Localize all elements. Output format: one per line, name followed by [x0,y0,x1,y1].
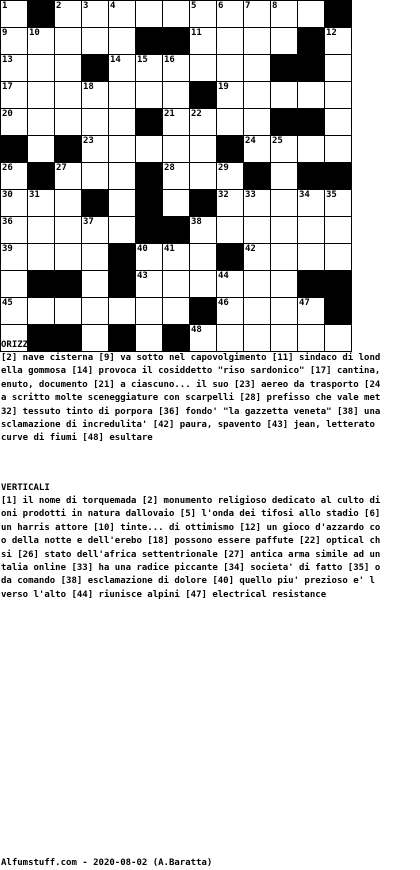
across-clue-list [1,352,419,446]
grid-cell[interactable] [1,55,28,82]
clue-number: 46 [218,298,229,308]
grid-cell[interactable] [55,298,82,325]
clue-number: 45 [2,298,13,308]
grid-cell[interactable] [190,1,217,28]
grid-cell[interactable] [190,244,217,271]
grid-cell[interactable] [244,55,271,82]
clue-number: 42 [245,244,256,254]
grid-cell[interactable] [136,298,163,325]
grid-cell[interactable] [298,217,325,244]
black-cell [298,271,325,298]
down-clues [1,482,419,602]
black-cell [1,136,28,163]
black-cell [136,109,163,136]
clue-number: 25 [272,136,283,146]
down-clue-line: verso l'alto [44] riunisce alpini [47] electrical resistance [1,589,327,600]
black-cell [82,55,109,82]
grid-cell[interactable] [82,136,109,163]
across-clue-line: [2] nave cisterna [9] va sotto nel capovolgimento [11] sindaco di lond [1,353,381,363]
across-clue-line: ella gommosa [14] provoca il cosiddetto "riso sardonico" [17] cantina, [1,366,381,377]
grid-cell[interactable] [190,217,217,244]
grid-cell[interactable] [55,55,82,82]
grid-cell[interactable] [217,190,244,217]
grid-cell[interactable] [190,271,217,298]
clue-number: 23 [83,136,94,146]
grid-cell[interactable] [271,244,298,271]
clue-number: 1 [2,1,8,11]
clue-number: 36 [2,217,13,227]
grid-cell[interactable] [1,190,28,217]
grid-cell[interactable] [244,82,271,109]
grid-cell[interactable] [298,298,325,325]
grid-cell[interactable] [190,136,217,163]
grid-cell[interactable] [55,217,82,244]
clue-number: 41 [164,244,175,254]
clue-number: 15 [137,55,148,65]
black-cell [271,55,298,82]
clue-number: 30 [2,190,13,200]
grid-cell[interactable] [136,136,163,163]
clue-number: 28 [164,163,175,173]
grid-cell[interactable] [244,28,271,55]
clue-number: 11 [191,28,202,38]
grid-cell[interactable] [244,1,271,28]
clue-number: 31 [29,190,40,200]
grid-cell[interactable] [163,163,190,190]
grid-cell[interactable] [244,217,271,244]
across-heading: ORIZZONTALI [1,340,61,350]
grid-cell[interactable] [163,298,190,325]
clue-number: 13 [2,55,13,65]
down-clue-line: si [26] stato dell'africa settentrionale [27] antica arma simile ad un [1,549,381,560]
grid-cell[interactable] [217,28,244,55]
clue-number: 10 [29,28,40,38]
clue-number: 32 [218,190,229,200]
grid-cell[interactable] [325,244,352,271]
black-cell [325,298,352,325]
grid-cell[interactable] [55,82,82,109]
down-clue-line: oni prodotti in natura dallovaio [5] l'onda dei tifosi allo stadio [6] [1,509,381,520]
across-clue-line: curve di fiumi [48] esultare [1,433,153,444]
black-cell [190,298,217,325]
grid-cell[interactable] [109,82,136,109]
black-cell [55,136,82,163]
black-cell [244,163,271,190]
black-cell [136,28,163,55]
grid-cell[interactable] [271,271,298,298]
down-clue-line: un harris attore [10] tinte... di ottimismo [12] un gioco d'azzardo co [1,522,381,533]
grid-cell[interactable] [244,109,271,136]
clue-number: 9 [2,28,8,38]
clue-number: 18 [83,82,94,92]
black-cell [217,136,244,163]
clue-number: 22 [191,109,202,119]
grid-cell[interactable] [190,109,217,136]
grid-cell[interactable] [1,1,28,28]
grid-cell[interactable] [217,163,244,190]
black-cell [298,28,325,55]
grid-cell[interactable] [82,163,109,190]
grid-cell[interactable] [217,55,244,82]
clue-number: 40 [137,244,148,254]
grid-cell[interactable] [109,190,136,217]
clue-number: 35 [326,190,337,200]
down-clue-list [1,495,419,602]
black-cell [298,55,325,82]
clue-number: 48 [191,325,202,335]
grid-cell[interactable] [55,244,82,271]
black-cell [163,217,190,244]
clue-number: 34 [299,190,310,200]
grid-cell[interactable] [136,55,163,82]
across-clue-line: enuto, documento [21] a ciascuno... il suo [23] aereo da trasporto [24 [1,379,381,390]
grid-cell[interactable] [82,28,109,55]
black-cell [298,163,325,190]
black-cell [325,1,352,28]
grid-cell[interactable] [244,136,271,163]
clue-number: 24 [245,136,256,146]
grid-cell[interactable] [82,298,109,325]
grid-cell[interactable] [82,217,109,244]
grid-cell[interactable] [109,217,136,244]
grid-cell[interactable] [163,190,190,217]
grid-cell[interactable] [28,28,55,55]
clue-number: 4 [110,1,116,11]
clue-number: 33 [245,190,256,200]
grid-cell[interactable] [28,55,55,82]
grid-cell[interactable] [271,136,298,163]
grid-cell[interactable] [244,298,271,325]
grid-cell[interactable] [163,271,190,298]
grid-cell[interactable] [217,82,244,109]
grid-cell[interactable] [163,136,190,163]
clue-number: 5 [191,1,197,11]
grid-cell[interactable] [271,298,298,325]
grid-cell[interactable] [55,1,82,28]
grid-cell[interactable] [109,55,136,82]
grid-cell[interactable] [163,82,190,109]
grid-cell[interactable] [217,271,244,298]
black-cell [190,190,217,217]
grid-cell[interactable] [325,82,352,109]
grid-cell[interactable] [271,190,298,217]
black-cell [136,190,163,217]
grid-cell[interactable] [28,244,55,271]
black-cell [28,271,55,298]
grid-cell[interactable] [55,28,82,55]
clue-number: 2 [56,1,62,11]
down-clue-line: talia online [33] ha una radice piccante [34] societa' di fatto [35] o [1,563,381,574]
down-clue-line: [1] il nome di torquemada [2] monumento religioso dedicato al culto di [1,496,381,506]
grid-cell[interactable] [298,136,325,163]
grid-cell[interactable] [82,1,109,28]
clue-number: 44 [218,271,229,281]
clue-number: 21 [164,109,175,119]
clue-number: 8 [272,1,278,11]
grid-cell[interactable] [163,55,190,82]
grid-cell[interactable] [217,298,244,325]
grid-cell[interactable] [190,28,217,55]
grid-cell[interactable] [55,163,82,190]
grid-cell[interactable] [1,163,28,190]
grid-cell[interactable] [271,28,298,55]
grid-cell[interactable] [298,82,325,109]
grid-cell[interactable] [109,298,136,325]
clue-number: 17 [2,82,13,92]
grid-cell[interactable] [1,82,28,109]
grid-cell[interactable] [244,271,271,298]
grid-cell[interactable] [244,244,271,271]
clue-number: 26 [2,163,13,173]
grid-cell[interactable] [325,217,352,244]
grid-cell[interactable] [1,244,28,271]
black-cell [82,190,109,217]
clue-number: 47 [299,298,310,308]
grid-cell[interactable] [325,136,352,163]
grid-cell[interactable] [163,109,190,136]
clue-number: 27 [56,163,67,173]
clue-number: 37 [83,217,94,227]
crossword-grid [0,0,352,352]
across-clues [1,337,419,446]
clue-number: 20 [2,109,13,119]
black-cell [136,217,163,244]
grid-cell[interactable] [271,82,298,109]
black-cell [190,82,217,109]
down-clue-line: o della notte e dell'erebo [18] possono essere paffute [22] optical ch [1,536,381,547]
black-cell [109,244,136,271]
clue-number: 12 [326,28,337,38]
black-cell [28,163,55,190]
grid-cell[interactable] [1,109,28,136]
grid-cell[interactable] [109,136,136,163]
black-cell [136,163,163,190]
black-cell [217,244,244,271]
grid-cell[interactable] [1,271,28,298]
grid-cell[interactable] [136,82,163,109]
grid-cell[interactable] [298,1,325,28]
grid-cell[interactable] [109,109,136,136]
clue-number: 14 [110,55,121,65]
grid-cell[interactable] [28,109,55,136]
grid-cell[interactable] [55,109,82,136]
grid-cell[interactable] [136,271,163,298]
clue-number: 16 [164,55,175,65]
grid-cell[interactable] [244,190,271,217]
grid-cell[interactable] [325,28,352,55]
grid-cell[interactable] [82,244,109,271]
black-cell [55,271,82,298]
clue-number: 38 [191,217,202,227]
grid-cell[interactable] [28,298,55,325]
grid-cell[interactable] [217,217,244,244]
black-cell [298,109,325,136]
grid-cell[interactable] [28,190,55,217]
across-clue-line: sclamazione di incredulita' [42] paura, spavento [43] jean, letterato [1,420,375,431]
black-cell [109,271,136,298]
grid-cell[interactable] [55,190,82,217]
black-cell [325,271,352,298]
grid-cell[interactable] [325,55,352,82]
across-clue-line: a scritto molte sceneggiature con scarpelli [28] prefisso che vale met [1,393,381,404]
grid-cell[interactable] [82,109,109,136]
grid-cell[interactable] [190,163,217,190]
grid-cell[interactable] [109,28,136,55]
grid-cell[interactable] [298,244,325,271]
clue-number: 19 [218,82,229,92]
black-cell [271,109,298,136]
grid-cell[interactable] [28,82,55,109]
grid-cell[interactable] [325,109,352,136]
clue-number: 43 [137,271,148,281]
down-heading: VERTICALI [1,483,50,493]
grid-cell[interactable] [1,28,28,55]
grid-cell[interactable] [1,298,28,325]
grid-cell[interactable] [82,82,109,109]
grid-cell[interactable] [163,1,190,28]
grid-cell[interactable] [271,217,298,244]
clue-number: 3 [83,1,89,11]
grid-cell[interactable] [190,55,217,82]
grid-cell[interactable] [217,1,244,28]
grid-cell[interactable] [136,244,163,271]
grid-cell[interactable] [136,1,163,28]
grid-cell[interactable] [163,244,190,271]
down-clue-line: da comando [38] esclamazione di dolore [40] quello piu' prezioso e' l [1,576,375,587]
footer-credit: Alfumstuff.com - 2020-08-02 (A.Baratta) [1,858,213,868]
clue-number: 39 [2,244,13,254]
black-cell [163,28,190,55]
clue-number: 7 [245,1,251,11]
grid-cell[interactable] [298,190,325,217]
clue-number: 29 [218,163,229,173]
grid-cell[interactable] [325,190,352,217]
grid-cell[interactable] [28,136,55,163]
grid-cell[interactable] [82,271,109,298]
grid-cell[interactable] [28,217,55,244]
grid-cell[interactable] [1,217,28,244]
across-clue-line: 32] tessuto tinto di porpora [36] fondo' "la gazzetta veneta" [38] una [1,406,381,417]
clue-number: 6 [218,1,224,11]
grid-cell[interactable] [109,163,136,190]
grid-cell[interactable] [271,163,298,190]
black-cell [325,163,352,190]
grid-cell[interactable] [109,1,136,28]
grid-cell[interactable] [271,1,298,28]
grid-cell[interactable] [217,109,244,136]
black-cell [28,1,55,28]
